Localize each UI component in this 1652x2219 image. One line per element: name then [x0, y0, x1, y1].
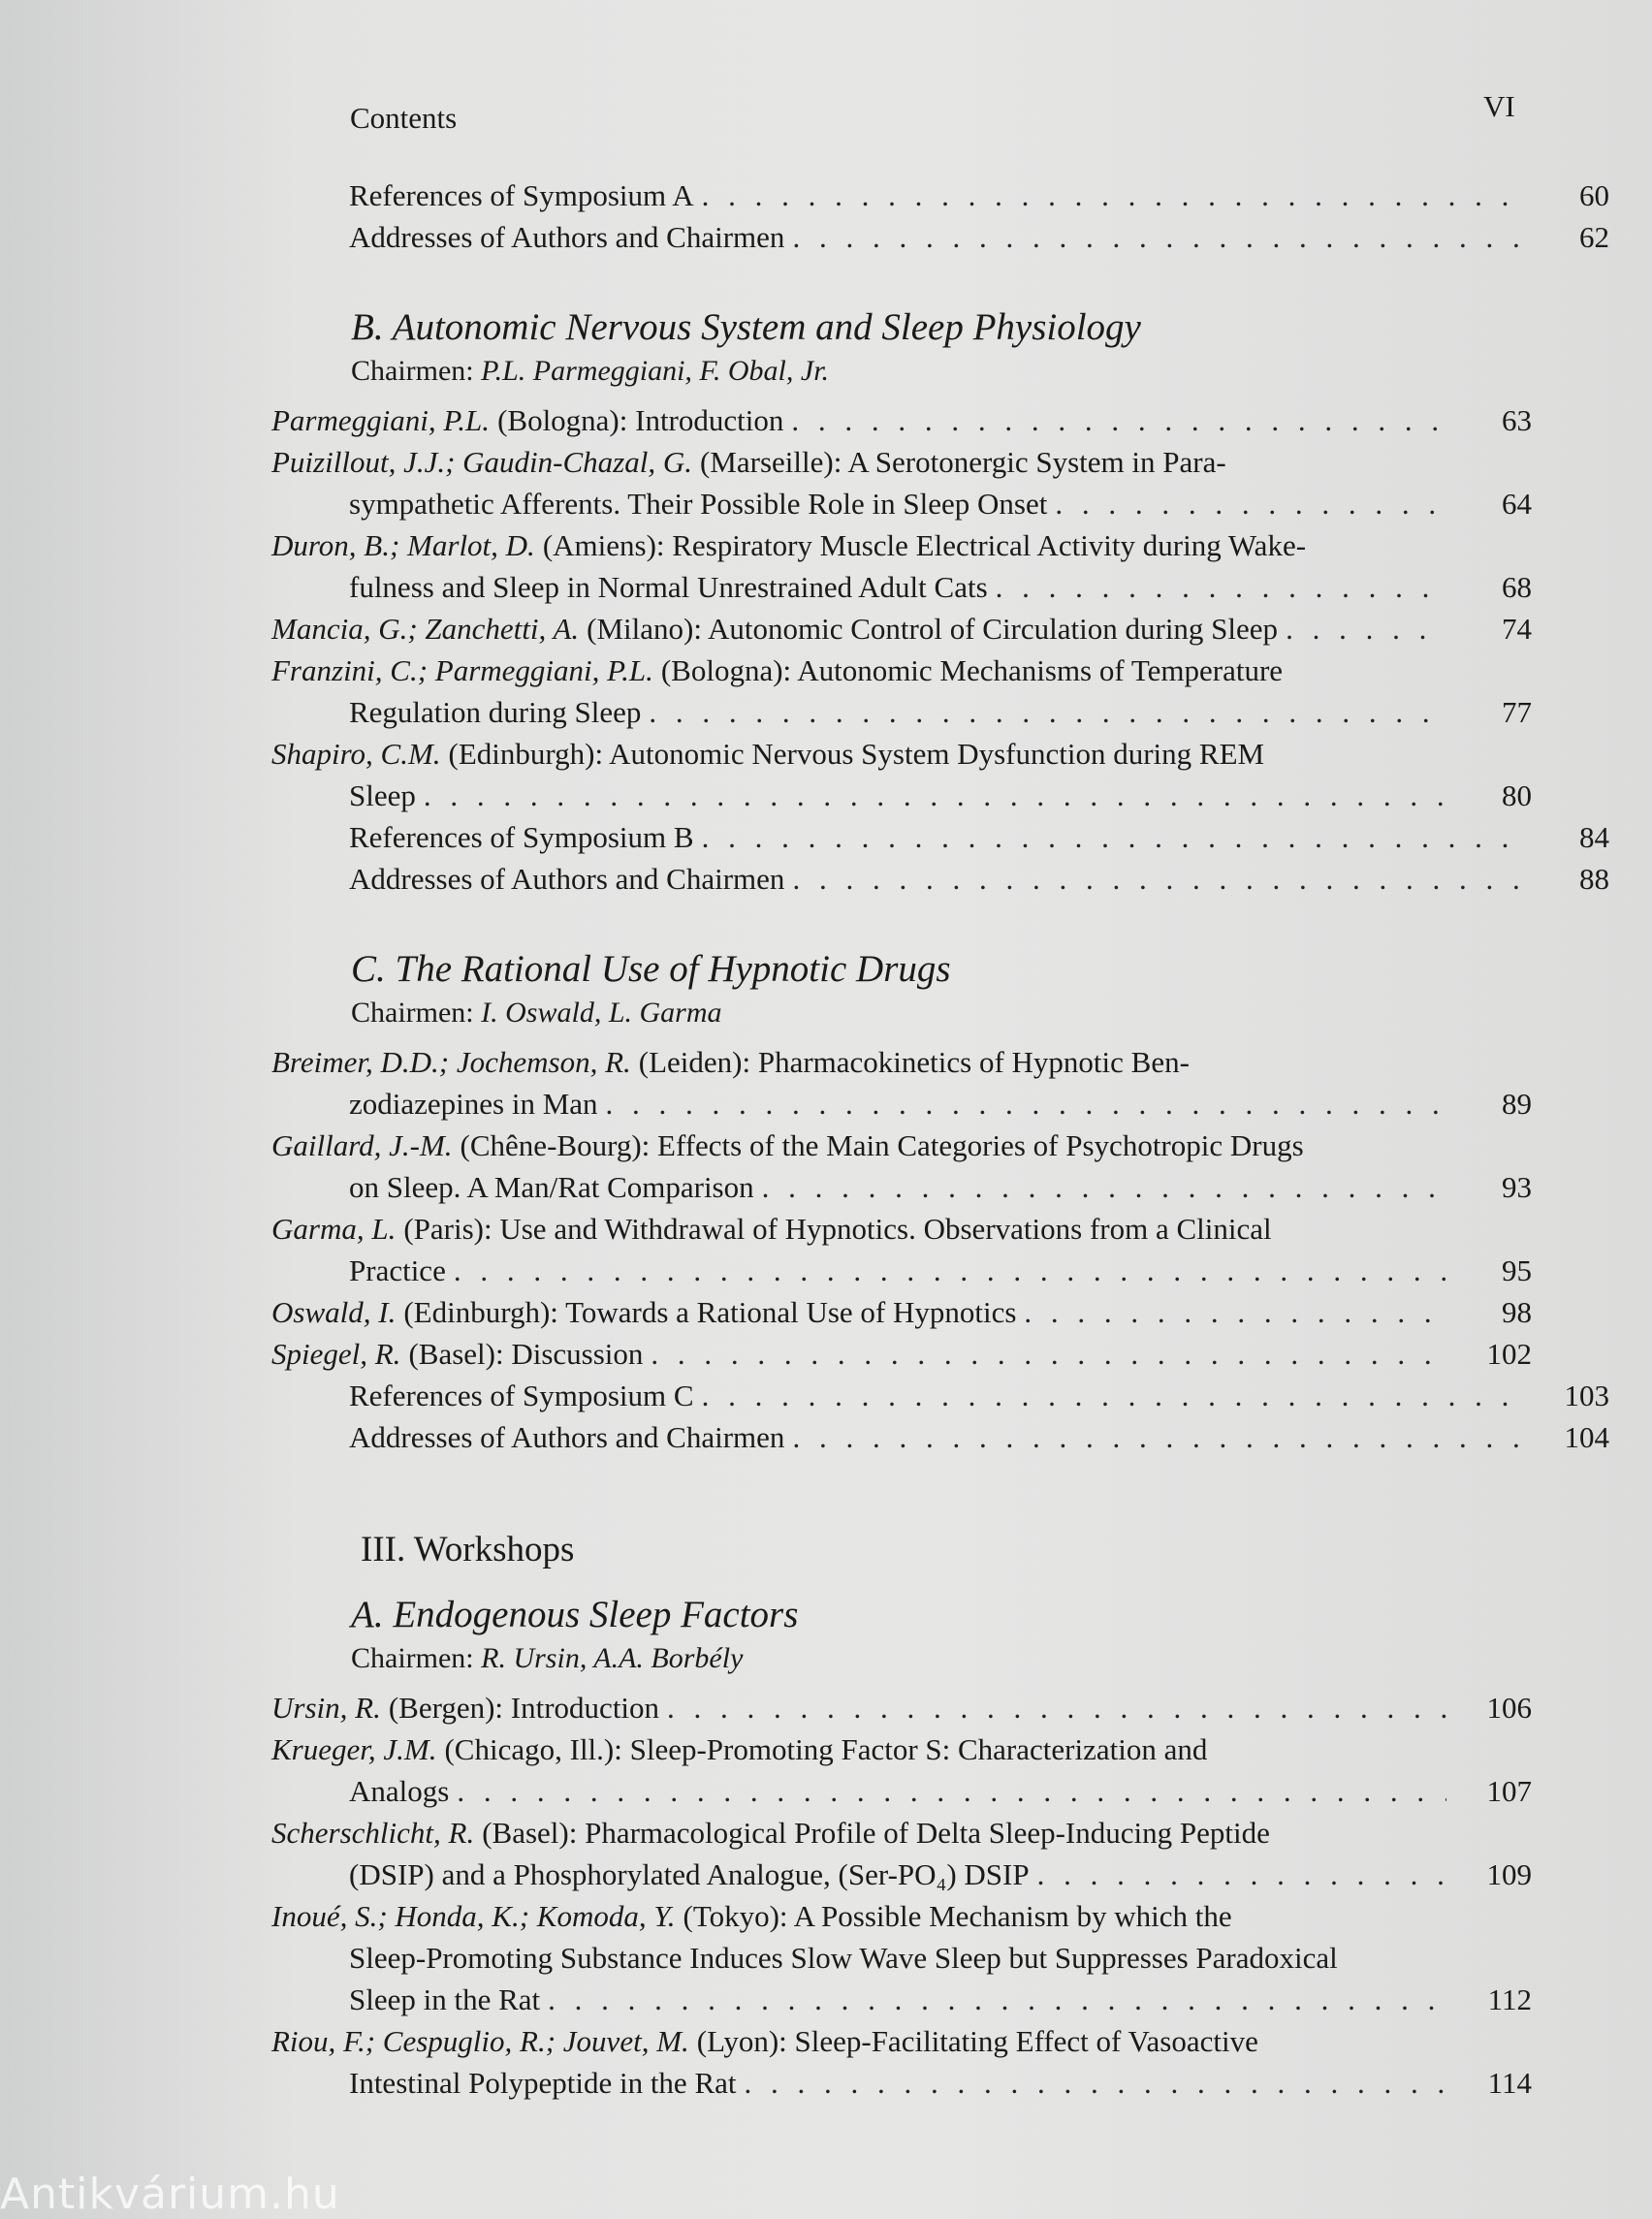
section-title-workshop-a: A. Endogenous Sleep Factors — [351, 1594, 799, 1635]
entry-title: (Milano): Autonomic Control of Circulation during Sleep — [587, 612, 1279, 646]
toc-entry[interactable] — [271, 1812, 1532, 1895]
entry-authors: Oswald, I. — [271, 1295, 397, 1329]
page-number: 95 — [1502, 1253, 1532, 1287]
toc-entry-references-b[interactable]: References of Symposium B . . . 84 — [271, 816, 1532, 858]
entry-authors: Parmeggiani, P.L. — [271, 403, 491, 437]
page-number: 63 — [1502, 403, 1532, 437]
entry-title: (Basel): Discussion — [408, 1337, 644, 1371]
entry-title-continued: (DSIP) and a Phosphorylated Analogue, (Ser-PO₄) DSIP — [349, 1857, 1030, 1891]
watermark-text: Antikvárium.hu — [0, 2170, 340, 2219]
page-number: 84 — [1579, 820, 1609, 854]
entry-title: (Amiens): Respiratory Muscle Electrical Activity during Wake- — [542, 528, 1307, 562]
entry-authors: Gaillard, J.-M. — [271, 1128, 453, 1162]
entry-title-continued: sympathetic Afferents. Their Possible Role in Sleep Onset — [349, 487, 1048, 521]
chairmen-b: Chairmen: P.L. Parmeggiani, F. Obal, Jr. — [351, 355, 830, 387]
page-number: 102 — [1486, 1337, 1532, 1371]
entry-title-continued: Sleep-Promoting Substance Induces Slow Wave Sleep but Suppresses Paradoxical — [349, 1941, 1338, 1975]
entry-title: (Chicago, Ill.): Sleep-Promoting Factor S: Characterization and — [444, 1732, 1208, 1766]
page-number: 62 — [1579, 220, 1609, 254]
entry-title-continued: on Sleep. A Man/Rat Comparison — [349, 1170, 754, 1204]
entry-title: (Marseille): A Serotonergic System in Para- — [699, 445, 1226, 479]
section-title-c: C. The Rational Use of Hypnotic Drugs — [351, 948, 951, 990]
table-of-contents — [271, 174, 1609, 2104]
entry-authors: Krueger, J.M. — [271, 1732, 437, 1766]
toc-entry[interactable] — [271, 608, 1532, 650]
entry-title: (Bologna): Introduction — [497, 403, 784, 437]
toc-entry[interactable] — [271, 1291, 1532, 1333]
toc-entry[interactable] — [271, 1125, 1532, 1208]
toc-entry[interactable] — [271, 1333, 1532, 1375]
entry-title: (Leiden): Pharmacokinetics of Hypnotic Ben- — [638, 1045, 1190, 1079]
page-number: 68 — [1502, 570, 1532, 604]
toc-entry[interactable] — [271, 1687, 1532, 1728]
toc-entry-addresses-c[interactable]: Addresses of Authors and Chairmen . . . 104 — [271, 1416, 1532, 1458]
page-number: 112 — [1487, 1982, 1532, 2016]
toc-entry[interactable] — [271, 1728, 1532, 1812]
entry-authors: Inoué, S.; Honda, K.; Komoda, Y. — [271, 1899, 676, 1933]
entry-title-continued: Practice — [349, 1253, 446, 1287]
entry-title-continued: Analogs — [349, 1774, 450, 1808]
toc-entry-references-c[interactable]: References of Symposium C . . . 103 — [271, 1375, 1532, 1416]
entry-authors: Ursin, R. — [271, 1691, 381, 1725]
page-number: 104 — [1564, 1420, 1609, 1454]
page-number: 114 — [1487, 2066, 1532, 2100]
entry-authors: Breimer, D.D.; Jochemson, R. — [271, 1045, 631, 1079]
entry-authors: Shapiro, C.M. — [271, 737, 441, 771]
entry-title: (Edinburgh): Autonomic Nervous System Dysfunction during REM — [448, 737, 1265, 771]
entry-title: (Basel): Pharmacological Profile of Delta Sleep-Inducing Peptide — [482, 1816, 1270, 1850]
page-number: 106 — [1486, 1691, 1532, 1725]
page-number: 107 — [1486, 1774, 1532, 1808]
entry-title-continued: Regulation during Sleep — [349, 695, 642, 729]
toc-entry[interactable] — [271, 650, 1532, 733]
entry-authors: Spiegel, R. — [271, 1337, 401, 1371]
page-number: 88 — [1579, 862, 1609, 896]
entry-title: (Tokyo): A Possible Mechanism by which the — [683, 1899, 1232, 1933]
section-c-entries — [271, 1041, 1532, 1375]
entry-authors: Scherschlicht, R. — [271, 1816, 475, 1850]
entry-title: (Chêne-Bourg): Effects of the Main Categories of Psychotropic Drugs — [460, 1128, 1304, 1162]
entry-title-continued: Sleep in the Rat — [349, 1982, 541, 2016]
page-number: 103 — [1564, 1379, 1609, 1412]
page-number: 109 — [1486, 1857, 1532, 1891]
section-title-b: B. Autonomic Nervous System and Sleep Physiology — [351, 306, 1141, 348]
entry-title-continued: fulness and Sleep in Normal Unrestrained Adult Cats — [349, 570, 988, 604]
toc-entry[interactable] — [271, 399, 1532, 441]
toc-entry[interactable] — [271, 524, 1532, 608]
page-number: 98 — [1502, 1295, 1532, 1329]
page-number: 74 — [1502, 612, 1532, 646]
toc-entry[interactable] — [271, 1208, 1532, 1291]
entry-authors: Puizillout, J.J.; Gaudin-Chazal, G. — [271, 445, 692, 479]
toc-entry[interactable] — [271, 2020, 1532, 2104]
entry-authors: Riou, F.; Cespuglio, R.; Jouvet, M. — [271, 2024, 689, 2058]
entry-authors: Garma, L. — [271, 1212, 397, 1246]
page-number: 64 — [1502, 487, 1532, 521]
toc-entry-references-a[interactable]: References of Symposium A . . . 60 — [271, 174, 1532, 216]
page-number: 89 — [1502, 1087, 1532, 1121]
toc-entry[interactable] — [271, 733, 1532, 816]
entry-title: (Bergen): Introduction — [388, 1691, 660, 1725]
entry-authors: Duron, B.; Marlot, D. — [271, 528, 535, 562]
entry-title: (Edinburgh): Towards a Rational Use of Hypnotics — [403, 1295, 1017, 1329]
section-b-entries — [271, 399, 1532, 816]
entry-title: (Lyon): Sleep-Facilitating Effect of Vasoactive — [696, 2024, 1258, 2058]
entry-title: (Bologna): Autonomic Mechanisms of Temperature — [660, 653, 1284, 687]
toc-entry[interactable] — [271, 441, 1532, 524]
toc-entry[interactable] — [271, 1041, 1532, 1125]
chairmen-workshop-a: Chairmen: R. Ursin, A.A. Borbély — [351, 1642, 744, 1674]
entry-title-continued: Sleep — [349, 778, 416, 812]
chairmen-c: Chairmen: I. Oswald, L. Garma — [351, 997, 722, 1029]
part-title-workshops: III. Workshops — [361, 1530, 575, 1569]
workshop-a-entries — [271, 1687, 1532, 2104]
entry-title: (Paris): Use and Withdrawal of Hypnotics. Observations from a Clinical — [403, 1212, 1272, 1246]
entry-authors: Mancia, G.; Zanchetti, A. — [271, 612, 580, 646]
toc-entry-addresses-b[interactable]: Addresses of Authors and Chairmen . . . 88 — [271, 858, 1532, 900]
entry-authors: Franzini, C.; Parmeggiani, P.L. — [271, 653, 653, 687]
page-number: 80 — [1502, 778, 1532, 812]
page-number-roman: VI — [1483, 89, 1515, 123]
toc-entry[interactable] — [271, 1895, 1532, 2020]
page-number: 60 — [1579, 178, 1609, 212]
page-number: 77 — [1502, 695, 1532, 729]
toc-entry-addresses-a[interactable]: Addresses of Authors and Chairmen . . . 62 — [271, 216, 1532, 258]
entry-title-continued: Intestinal Polypeptide in the Rat — [349, 2066, 737, 2100]
entry-title-continued: zodiazepines in Man — [349, 1087, 598, 1121]
running-header-title: Contents — [350, 101, 458, 135]
page-number: 93 — [1502, 1170, 1532, 1204]
